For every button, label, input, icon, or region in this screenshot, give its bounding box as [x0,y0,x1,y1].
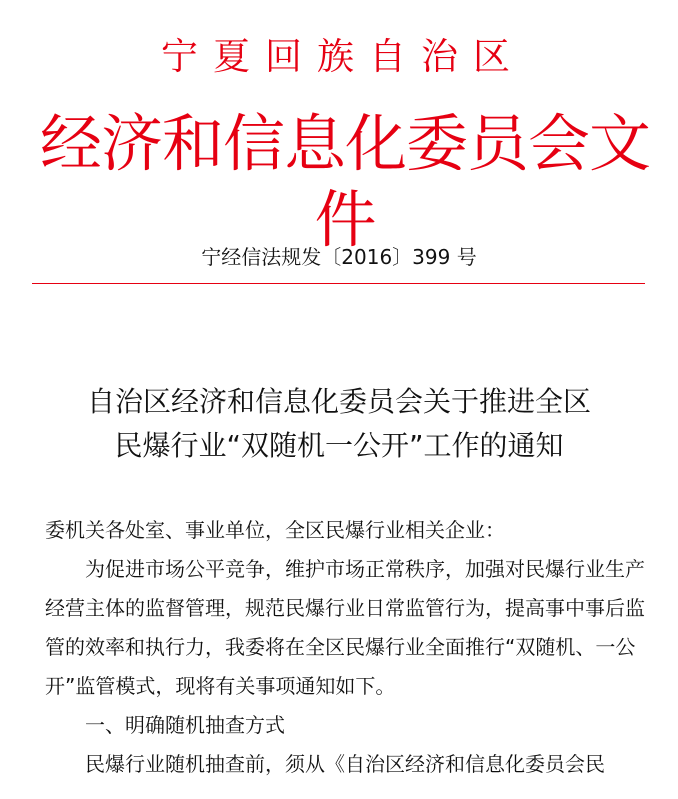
title-line-2: 民爆行业“双随机一公开”工作的通知 [114,429,564,462]
paragraph-1: 为促进市场公平竞争，维护市场正常秩序，加强对民爆行业生产经营主体的监督管理，规范民爆行业日常监管行为，提高事中事后监管的效率和执行力，我委将在全区民爆行业全面推行“双随机、一公开”监管模式，现将有关事项通知如下。 [45,557,645,698]
red-divider-line [32,283,645,284]
document-number: 宁经信法规发〔2016〕399 号 [201,245,477,269]
addressee: 委机关各处室、事业单位，全区民爆行业相关企业： [45,518,505,542]
issuing-authority: 经济和信息化委员会文件 [39,107,650,256]
section-1-heading: 一、明确随机抽查方式 [85,713,285,737]
issuing-region: 宁夏回族自治区 [161,35,525,78]
document-title [0,380,678,468]
document-body [45,511,645,784]
title-line-1: 自治区经济和信息化委员会关于推进全区 [86,385,591,418]
paragraph-2: 民爆行业随机抽查前，须从《自治区经济和信息化委员会民 [85,752,605,776]
